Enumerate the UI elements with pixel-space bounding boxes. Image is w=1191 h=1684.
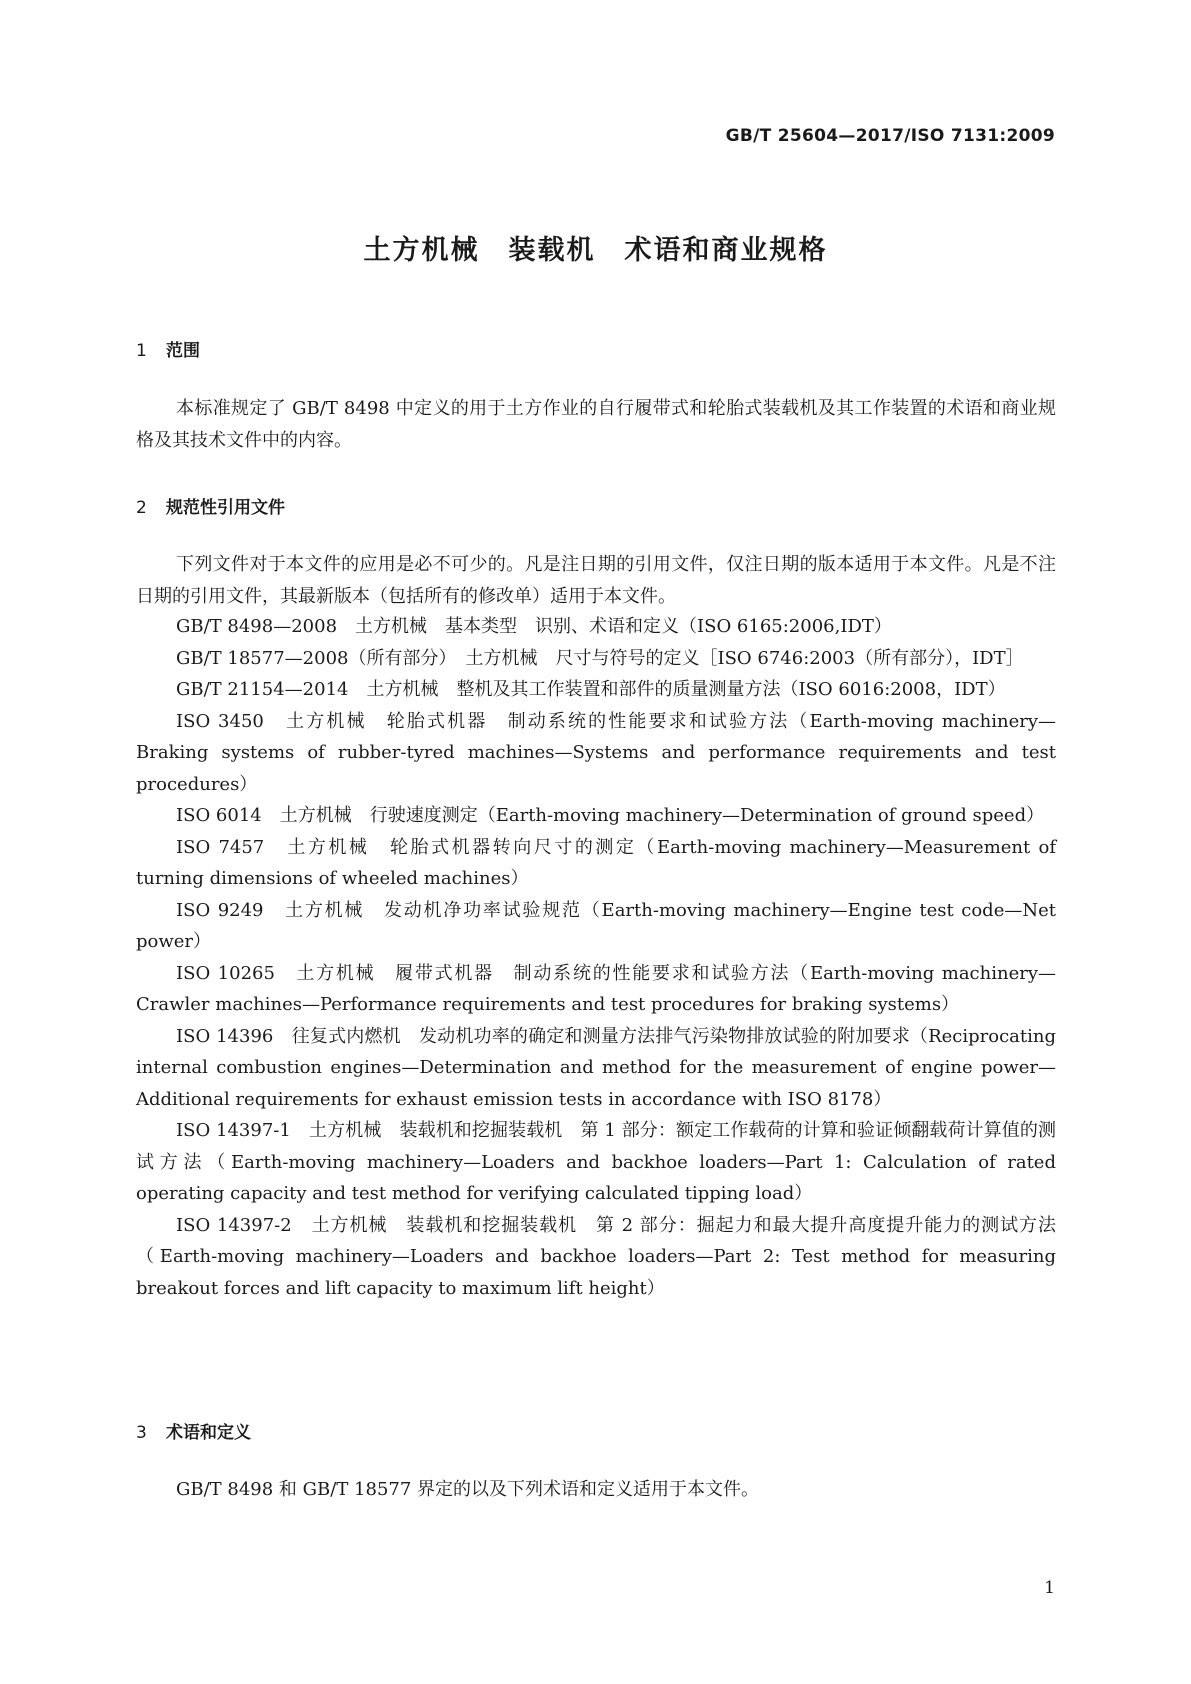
standard-code: GB/T 25604—2017/ISO 7131:2009: [725, 126, 1055, 146]
document-title: 土方机械 装载机 术语和商业规格: [363, 235, 828, 266]
section-title: 术语和定义: [166, 1423, 251, 1443]
reference-item: ISO 7457 土方机械 轮胎式机器转向尺寸的测定（Earth-moving machinery—Measurement of turning dimensions of wheeled machines）: [136, 836, 1056, 889]
section-title: 规范性引用文件: [166, 498, 285, 518]
reference-list: [136, 611, 1056, 1304]
reference-item: ISO 6014 土方机械 行驶速度测定（Earth-moving machinery—Determination of ground speed）: [176, 805, 1045, 826]
section-2-heading: [136, 493, 285, 518]
section-3-text: GB/T 8498 和 GB/T 18577 界定的以及下列术语和定义适用于本文件。: [176, 1479, 760, 1500]
section-1-heading: [136, 336, 200, 361]
reference-item: ISO 3450 土方机械 轮胎式机器 制动系统的性能要求和试验方法（Earth-moving machinery—Braking systems of rubber-tyred machines—Systems and performance requirements and test procedures）: [136, 710, 1056, 795]
section-1-text: 本标准规定了 GB/T 8498 中定义的用于土方作业的自行履带式和轮胎式装载机及其工作装置的术语和商业规格及其技术文件中的内容。: [136, 398, 1056, 451]
section-2-intro: 下列文件对于本文件的应用是必不可少的。凡是注日期的引用文件，仅注日期的版本适用于本文件。凡是不注日期的引用文件，其最新版本（包括所有的修改单）适用于本文件。: [136, 554, 1056, 607]
section-3-heading: [136, 1418, 251, 1443]
reference-item: GB/T 21154—2014 土方机械 整机及其工作装置和部件的质量测量方法（ISO 6016:2008，IDT）: [176, 679, 1006, 700]
page-number: 1: [1044, 1578, 1055, 1598]
reference-item: ISO 14397-2 土方机械 装载机和挖掘装载机 第 2 部分：掘起力和最大提升高度提升能力的测试方法（Earth-moving machinery—Loaders and backhoe loaders—Part 2: Test method for measuring breakout forces and lift capacity to maximum lift height）: [136, 1214, 1056, 1299]
reference-item: ISO 14397-1 土方机械 装载机和挖掘装载机 第 1 部分：额定工作载荷的计算和验证倾翻载荷计算值的测试方法（Earth-moving machinery—Loaders and backhoe loaders—Part 1: Calculation of rated operating capacity and test method for verifying calculated tipping load）: [136, 1120, 1056, 1204]
section-number: 2: [136, 498, 147, 518]
reference-item: GB/T 8498—2008 土方机械 基本类型 识别、术语和定义（ISO 6165:2006,IDT）: [176, 616, 892, 637]
section-number: 1: [136, 341, 147, 361]
section-title: 范围: [166, 341, 200, 361]
section-number: 3: [136, 1423, 147, 1443]
reference-item: ISO 10265 土方机械 履带式机器 制动系统的性能要求和试验方法（Earth-moving machinery—Crawler machines—Performance requirements and test procedures for braking systems）: [136, 962, 1056, 1015]
reference-item: GB/T 18577—2008（所有部分） 土方机械 尺寸与符号的定义［ISO 6746:2003（所有部分），IDT］: [176, 647, 1024, 669]
reference-item: ISO 9249 土方机械 发动机净功率试验规范（Earth-moving machinery—Engine test code—Net power）: [136, 899, 1056, 952]
reference-item: ISO 14396 往复式内燃机 发动机功率的确定和测量方法排气污染物排放试验的附加要求（Reciprocating internal combustion engines—Determination and method for the measurement of engine power—Additional requirements for exhaust emission tests in accordance with ISO 8178）: [136, 1025, 1056, 1110]
